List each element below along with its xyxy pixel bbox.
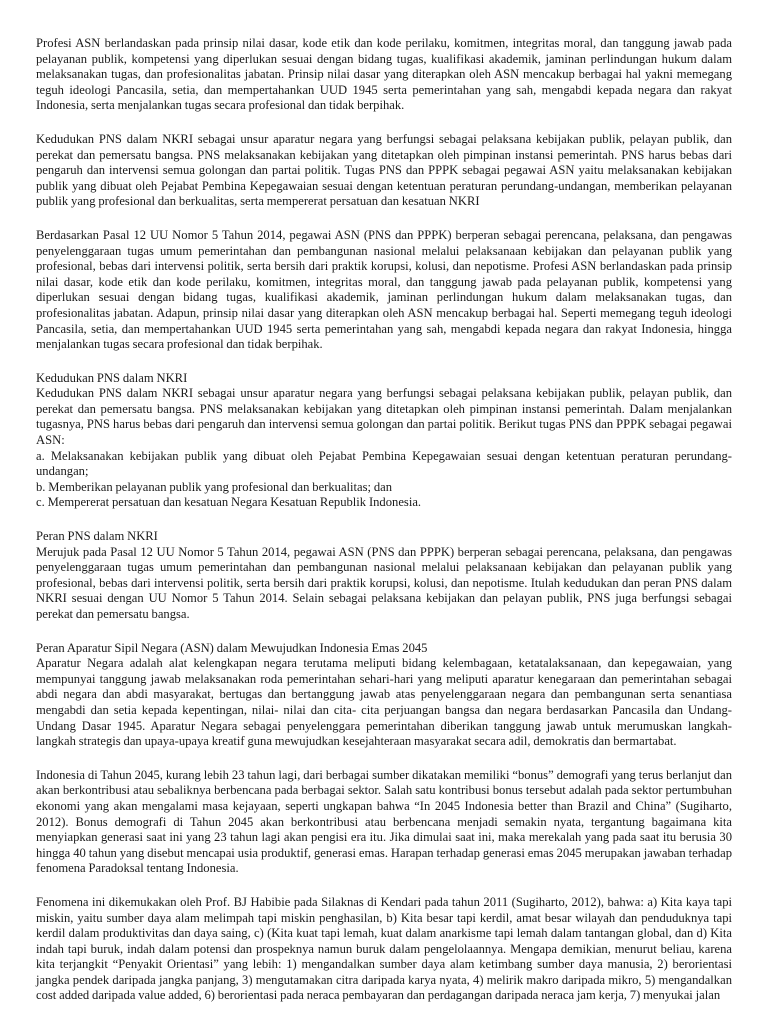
section-body: Aparatur Negara adalah alat kelengkapan negara terutama meliputi bidang kelembagaan, ketatalaksanaan, dan kepegawaian, yang mempunyai tanggung jawab melaksanakan roda pemerintahan sehari-hari yang meliputi aparatur kenegaraan dan pemerintahan sebagai abdi negara dan abdi masyarakat, bertugas dan bertanggung jawab atas penyelenggaraan negara dan pembangunan serta senantiasa mengabdi dan setia kepada kepentingan, nilai- nilai dan cita- cita perjuangan bangsa dan negara berdasarkan Pancasila dan Undang-Undang Dasar 1945. Aparatur Negara sebagai penyelenggara pemerintahan diberikan tanggung jawab untuk merumuskan langkah-langkah strategis dan upaya-upaya kreatif guna mewujudkan kesejahteraan masyarakat secara adil, demokratis dan bermartabat. [36, 656, 732, 749]
paragraph-profesi-asn: Profesi ASN berlandaskan pada prinsip nilai dasar, kode etik dan kode perilaku, komitmen, integritas moral, dan tanggung jawab pada pelayanan publik, kompetensi yang diperlukan sesuai dengan bidang tugas, kualifikasi akademik, jaminan perlindungan hukum dalam melaksanakan tugas, dan profesionalitas jabatan. Prinsip nilai dasar yang diterapkan oleh ASN mencakup berbagai hal yakni memegang teguh ideologi Pancasila, setia, dan mempertahankan UUD 1945 serta pemerintahan yang sah, mengabdi kepada negara dan rakyat Indonesia, serta menjalankan tugas secara profesional dan tidak berpihak. [36, 36, 732, 113]
section-body: Kedudukan PNS dalam NKRI sebagai unsur aparatur negara yang berfungsi sebagai pelaksana kebijakan publik, pelayan publik, dan perekat dan pemersatu bangsa. PNS melaksanakan kebijakan yang ditetapkan oleh pimpinan instansi pemerintah. Dalam menjalankan tugasnya, PNS harus bebas dari pengaruh dan intervensi semua golongan dan partai politik. Berikut tugas PNS dan PPPK sebagai pegawai ASN: [36, 386, 732, 448]
paragraph-kedudukan-pns: Kedudukan PNS dalam NKRI sebagai unsur aparatur negara yang berfungsi sebagai pelaksana kebijakan publik, pelayan publik, dan perekat dan pemersatu bangsa. PNS melaksanakan kebijakan yang ditetapkan oleh pimpinan instansi pemerintah. PNS harus bebas dari pengaruh dan intervensi semua golongan dan partai politik. Tugas PNS dan PPPK sebagai pegawai ASN yaitu melaksanakan kebijakan publik yang dibuat oleh Pejabat Pembina Kepegawaian sesuai dengan ketentuan peraturan perundang-undangan, memberikan pelayanan publik yang profesional dan berkualitas, serta mempererat persatuan dan kesatuan NKRI [36, 131, 732, 209]
section-kedudukan-pns [36, 371, 732, 511]
list-item: b. Memberikan pelayanan publik yang profesional dan berkualitas; dan [36, 479, 393, 494]
section-peran-asn-2045 [36, 641, 732, 750]
section-heading: Kedudukan PNS dalam NKRI [36, 370, 188, 385]
section-peran-pns [36, 529, 732, 623]
paragraph-pasal-12: Berdasarkan Pasal 12 UU Nomor 5 Tahun 2014, pegawai ASN (PNS dan PPPK) berperan sebagai perencana, pelaksana, dan pengawas penyelenggaraan tugas umum pemerintahan dan pembangunan nasional melalui pelaksanaan kebijakan dan pelayanan publik yang profesional, bebas dari intervensi politik, serta bersih dari praktik korupsi, kolusi, dan nepotisme. Profesi ASN berlandaskan pada prinsip nilai dasar, kode etik dan kode perilaku, komitmen, integritas moral, dan tanggung jawab pada pelayanan publik, kompetensi yang diperlukan sesuai dengan bidang tugas, kualifikasi akademik, jaminan perlindungan hukum dalam melaksanakan tugas, dan profesionalitas jabatan. Adapun, prinsip nilai dasar yang diterapkan oleh ASN mencakup berbagai hal. Seperti memegang teguh ideologi Pancasila, setia, dan mempertahankan UUD 1945 serta pemerintahan yang sah, mengabdi kepada negara dan rakyat Indonesia, hingga menjalankan tugas secara profesional dan tidak berpihak. [36, 227, 732, 352]
section-body: Merujuk pada Pasal 12 UU Nomor 5 Tahun 2014, pegawai ASN (PNS dan PPPK) berperan sebagai perencana, pelaksana, dan pengawas penyelenggaraan tugas umum pemerintahan dan pembangunan nasional melalui pelaksanaan kebijakan dan pelayanan publik yang profesional, bebas dari intervensi politik, serta bersih dari praktik korupsi, kolusi, dan nepotisme. Itulah kedudukan dan peran PNS dalam NKRI sesuai dengan UU Nomor 5 Tahun 2014. Selain sebagai pelaksana kebijakan dan pelayan publik, PNS juga berfungsi sebagai perekat dan pemersatu bangsa. [36, 544, 732, 621]
list-item: a. Melaksanakan kebijakan publik yang dibuat oleh Pejabat Pembina Kepegawaian sesuai dengan ketentuan peraturan perundang-undangan; [36, 448, 732, 479]
paragraph-bonus-demografi: Indonesia di Tahun 2045, kurang lebih 23 tahun lagi, dari berbagai sumber dikatakan memiliki “bonus” demografi yang terus berlanjut dan akan berkontribusi atau sebaliknya berbencana pada berbagai sektor. Salah satu kontribusi bonus tersebut adalah pada sektor pertumbuhan ekonomi yang akan mengalami masa kejayaan, seperti ungkapan bahwa “In 2045 Indonesia better than Brazil and China” (Sugiharto, 2012). Bonus demografi di Tahun 2045 akan berkontribusi atau berbencana menjadi semakin nyata, tergantung bagaimana kita menyiapkan generasi saat ini yang 23 tahun lagi akan pengisi era itu. Jika dimulai saat ini, maka merekalah yang pada saat itu berusia 30 hingga 40 tahun yang disebut mencapai usia produktif, generasi emas. Harapan terhadap generasi emas 2045 merupakan jawaban terhadap fenomena Paradoksal tentang Indonesia. [36, 767, 732, 876]
paragraph-fenomena-habibie: Fenomena ini dikemukakan oleh Prof. BJ Habibie pada Silaknas di Kendari pada tahun 2011 (Sugiharto, 2012), bahwa: a) Kita kaya tapi miskin, yaitu sumber daya alam melimpah tapi miskin penghasilan, b) Kita besar tapi kerdil, amat besar wilayah dan penduduknya tapi kerdil dalam produktivitas dan daya saing, c) (Kita kuat tapi lemah, kuat dalam anarkisme tapi lemah dalam tantangan global, dan d) Kita indah tapi buruk, indah dalam potensi dan prospeknya namun buruk dalam pengelolaannya. Mengapa demikian, menurut beliau, karena kita terjangkit “Penyakit Orientasi” yang lebih: 1) mengandalkan sumber daya alam ketimbang sumber daya manusia, 2) berorientasi jangka pendek daripada jangka panjang, 3) mengutamakan citra daripada karya nyata, 4) melirik makro daripada mikro, 5) mengandalkan cost added daripada value added, 6) berorientasi pada neraca pembayaran dan perdagangan daripada neraca jam kerja, 7) menyukai jalan [36, 894, 732, 1003]
list-item: c. Mempererat persatuan dan kesatuan Negara Kesatuan Republik Indonesia. [36, 495, 422, 510]
section-heading: Peran Aparatur Sipil Negara (ASN) dalam Mewujudkan Indonesia Emas 2045 [36, 640, 428, 655]
section-heading: Peran PNS dalam NKRI [36, 529, 158, 544]
